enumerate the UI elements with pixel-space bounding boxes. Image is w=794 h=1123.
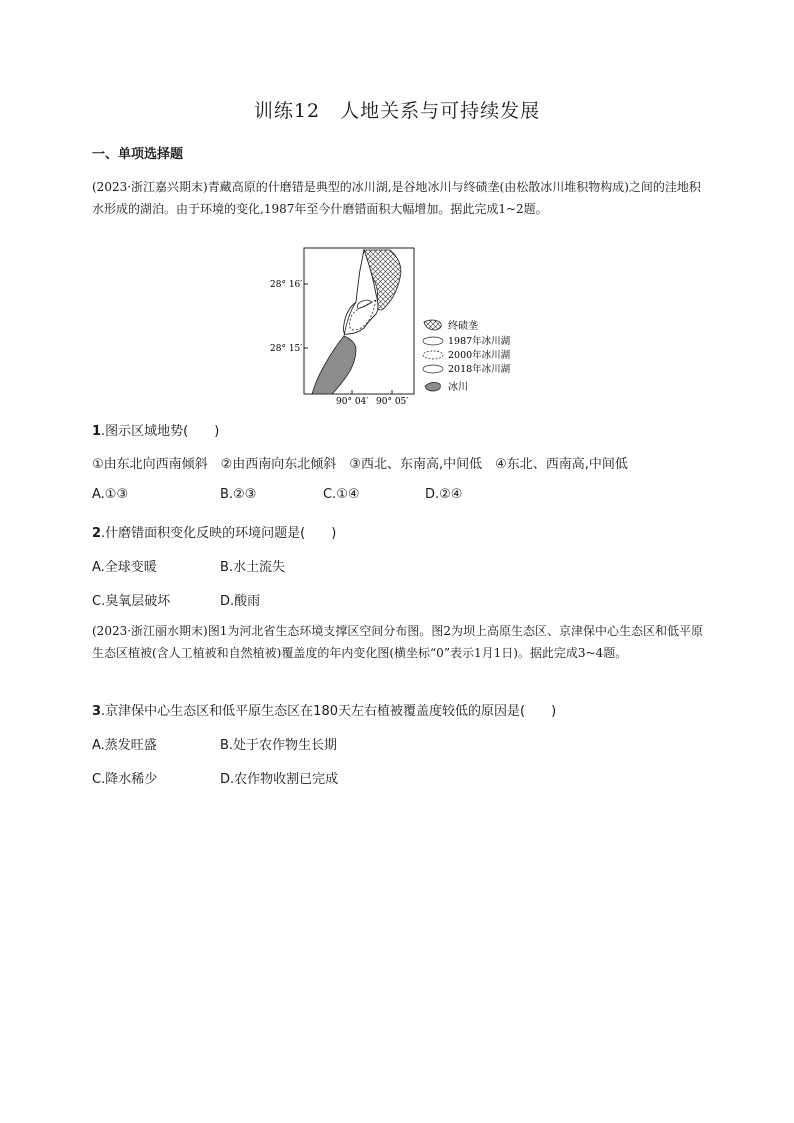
question-1-stem: .图示区域地势( ) <box>101 424 220 439</box>
lon-label-1: 90° 04′ <box>336 397 369 406</box>
legend-1987-swatch <box>423 337 443 345</box>
lon-label-2: 90° 05′ <box>376 397 409 406</box>
q1-option-d[interactable]: D.②④ <box>425 487 463 502</box>
question-3-stem: .京津保中心生态区和低平原生态区在180天左右植被覆盖度较低的原因是( ) <box>101 704 557 719</box>
legend-moraine-label: 终碛垄 <box>448 321 478 332</box>
glacier-lake-map <box>268 244 540 406</box>
q2-option-b[interactable]: B.水土流失 <box>220 560 286 575</box>
question-1-number: 1 <box>92 424 102 439</box>
legend-glacier-label: 冰川 <box>448 382 468 393</box>
q3-option-d[interactable]: D.农作物收割已完成 <box>220 772 339 787</box>
lat-label-1: 28° 16′ <box>270 280 303 290</box>
q2-option-d[interactable]: D.酸雨 <box>220 594 261 609</box>
legend-2018-swatch <box>423 365 443 373</box>
q1-option-b[interactable]: B.②③ <box>220 487 257 502</box>
q2-option-c[interactable]: C.臭氧层破坏 <box>92 594 171 609</box>
q1-option-a[interactable]: A.①③ <box>92 487 129 502</box>
legend-2018-label: 2018年冰川湖 <box>448 364 511 375</box>
section-heading: 一、单项选择题 <box>92 147 184 162</box>
question-3-number: 3 <box>92 704 102 719</box>
legend-2000-label: 2000年冰川湖 <box>448 350 511 361</box>
q2-option-a[interactable]: A.全球变暖 <box>92 560 157 575</box>
q3-option-a[interactable]: A.蒸发旺盛 <box>92 738 157 753</box>
legend-2000-swatch <box>423 351 443 359</box>
page-title: 训练12 人地关系与可持续发展 <box>253 100 541 122</box>
q3-option-c[interactable]: C.降水稀少 <box>92 772 158 787</box>
question-3 <box>92 700 556 719</box>
q1-option-c[interactable]: C.①④ <box>323 487 360 502</box>
legend-1987-label: 1987年冰川湖 <box>448 336 511 347</box>
passage-2: (2023·浙江丽水期末)图1为河北省生态环境支撑区空间分布图。图2为坝上高原生态区、京津保中心生态区和低平原生态区植被(含人工植被和自然植被)覆盖度的年内变化图(横坐标“0”表示1月1日)。据此完成3~4题。 <box>92 624 703 660</box>
question-2 <box>92 522 336 541</box>
question-2-number: 2 <box>92 526 102 541</box>
lat-label-2: 28° 15′ <box>270 344 303 354</box>
glacier-shape <box>312 336 356 394</box>
passage-1: (2023·浙江嘉兴期末)青藏高原的什磨错是典型的冰川湖,是谷地冰川与终碛垄(由松散冰川堆积物构成)之间的洼地积水形成的湖泊。由于环境的变化,1987年至今什磨错面积大幅增加。据此完成1~2题。 <box>92 180 701 216</box>
legend-glacier-swatch <box>425 382 440 391</box>
question-1-statements: ①由东北向西南倾斜 ②由西南向东北倾斜 ③西北、东南高,中间低 ④东北、西南高,中间低 <box>92 457 628 472</box>
question-2-stem: .什磨错面积变化反映的环境问题是( ) <box>101 526 337 541</box>
q3-option-b[interactable]: B.处于农作物生长期 <box>220 738 338 753</box>
question-1 <box>92 420 219 439</box>
legend-moraine-swatch <box>424 320 441 330</box>
